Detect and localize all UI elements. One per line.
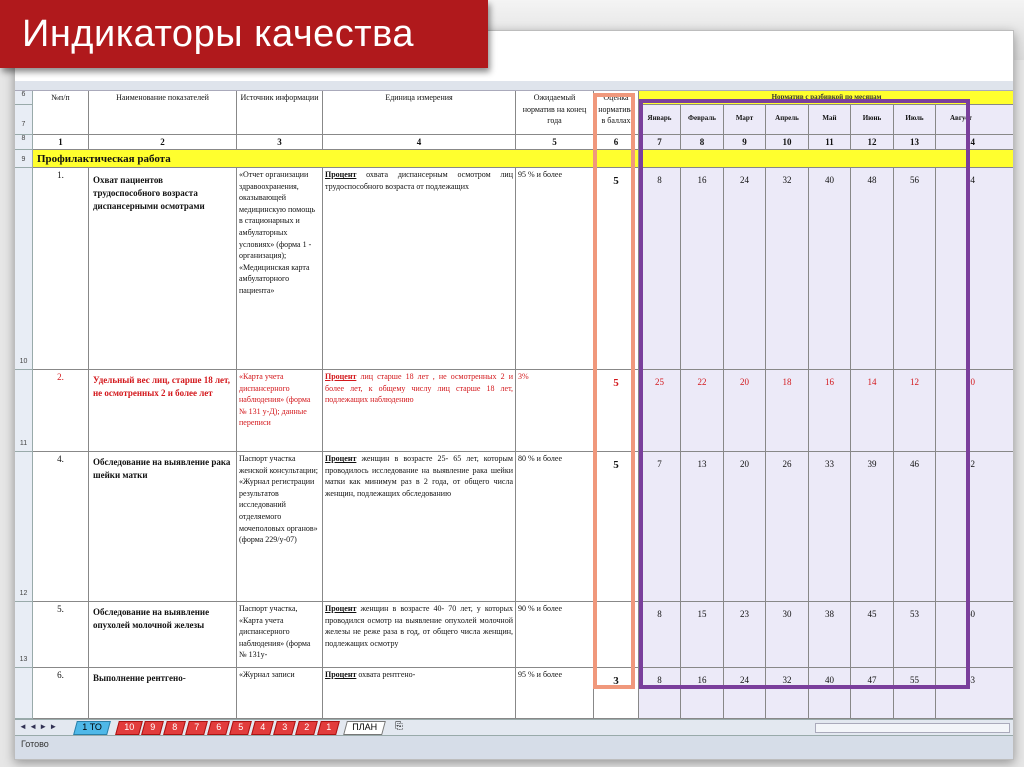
- header-score: Оценка норматива в баллах: [594, 91, 639, 135]
- row3-unit: [323, 452, 516, 602]
- month-jun: Июнь: [851, 105, 894, 135]
- row3-jan: 7: [639, 452, 681, 602]
- row-header-7[interactable]: 7: [15, 105, 33, 135]
- spreadsheet-screenshot: [14, 30, 1014, 760]
- row1-expected: 95 % и более: [516, 168, 594, 370]
- slide-title-banner: [0, 0, 488, 68]
- row1-name: Охват пациентов трудоспособного возраста диспансерными осмотрами: [89, 168, 237, 370]
- row5-name: Выполнение рентгено-: [89, 668, 237, 719]
- tab-10[interactable]: 10: [115, 721, 143, 735]
- row1-num: 1.: [33, 168, 89, 370]
- row1-jan: 8: [639, 168, 681, 370]
- header-name: Наименование показателей: [89, 91, 237, 135]
- row4-num: 5.: [33, 602, 89, 668]
- tab-5[interactable]: 5: [229, 721, 252, 735]
- row2-may: 16: [809, 370, 851, 452]
- colnum-7: 7: [639, 135, 681, 150]
- row3-score: 5: [594, 452, 639, 602]
- colnum-8: 8: [681, 135, 724, 150]
- row4-jul: 53: [894, 602, 936, 668]
- row5-num: 6.: [33, 668, 89, 719]
- row5-unit-keyword: Процент: [325, 670, 357, 679]
- colnum-6: 6: [594, 135, 639, 150]
- row4-unit-keyword: Процент: [325, 604, 357, 613]
- tab-scroll-arrows-icon[interactable]: ◄ ◄ ► ►: [19, 722, 58, 731]
- row4-jun: 45: [851, 602, 894, 668]
- row2-source: «Карта учета диспансерного наблюдения» (форма № 131 у-Д); данные переписи: [237, 370, 323, 452]
- excel-sheet: [15, 31, 1014, 760]
- row2-expected: 3%: [516, 370, 594, 452]
- tab-4[interactable]: 4: [251, 721, 274, 735]
- row3-name: Обследование на выявление рака шейки матки: [89, 452, 237, 602]
- row1-source: «Отчет организации здравоохранения, оказывающей медицинскую помощь в стационарных и амбулаторных условиях» (форма 1 - организация); «Медицинская карта амбулаторного пациента»: [237, 168, 323, 370]
- row4-aug: 60: [936, 602, 1014, 668]
- row-header-14[interactable]: [15, 668, 33, 719]
- row5-unit-text: охвата рентгено-: [356, 670, 416, 679]
- row4-apr: 30: [766, 602, 809, 668]
- colnum-1: 1: [33, 135, 89, 150]
- colnum-10: 10: [766, 135, 809, 150]
- row2-name: Удельный вес лиц, старше 18 лет, не осмотренных 2 и более лет: [89, 370, 237, 452]
- row1-aug: 64: [936, 168, 1014, 370]
- header-num: №п/п: [33, 91, 89, 135]
- colnum-14: 14: [936, 135, 1014, 150]
- row1-feb: 16: [681, 168, 724, 370]
- row3-may: 33: [809, 452, 851, 602]
- row4-name: Обследование на выявление опухолей молочной железы: [89, 602, 237, 668]
- row3-jun: 39: [851, 452, 894, 602]
- horizontal-scrollbar[interactable]: [815, 723, 1010, 733]
- row3-mar: 20: [724, 452, 766, 602]
- insert-sheet-icon[interactable]: ⎘: [395, 721, 403, 732]
- sheet-tabs-bar: [15, 719, 1014, 735]
- row1-unit: [323, 168, 516, 370]
- row3-unit-keyword: Процент: [325, 454, 357, 463]
- row3-jul: 46: [894, 452, 936, 602]
- row3-num: 4.: [33, 452, 89, 602]
- row4-unit-text: женщин в возрасте 40- 70 лет, у которых проводился осмотр на выявление опухолей молочной железы не реже раза в год, от общего числа женщин, подлежащих осмотру: [325, 604, 513, 648]
- row2-feb: 22: [681, 370, 724, 452]
- row5-feb: 16: [681, 668, 724, 719]
- row5-score: 3: [594, 668, 639, 719]
- row4-unit: [323, 602, 516, 668]
- tab-9[interactable]: 9: [141, 721, 164, 735]
- tab-6[interactable]: 6: [207, 721, 230, 735]
- row4-expected: 90 % и более: [516, 602, 594, 668]
- tab-8[interactable]: 8: [163, 721, 186, 735]
- row2-aug: 10: [936, 370, 1014, 452]
- slide-title: Индикаторы качества: [22, 12, 415, 55]
- row1-unit-text: охвата диспансерным осмотром лиц трудоспособного возраста от подлежащих: [325, 170, 513, 191]
- row5-apr: 32: [766, 668, 809, 719]
- row-header-8[interactable]: 8: [15, 135, 33, 150]
- header-unit: Единица измерения: [323, 91, 516, 135]
- row1-jul: 56: [894, 168, 936, 370]
- tab-2[interactable]: 2: [295, 721, 318, 735]
- row-header-12[interactable]: 12: [15, 452, 33, 602]
- month-aug: Август: [936, 105, 1014, 135]
- row5-source: «Журнал записи: [237, 668, 323, 719]
- row3-feb: 13: [681, 452, 724, 602]
- tab-7[interactable]: 7: [185, 721, 208, 735]
- row5-jan: 8: [639, 668, 681, 719]
- month-jan: Январь: [639, 105, 681, 135]
- column-header-strip: [15, 81, 1014, 91]
- row2-unit-text: лиц старше 18 лет , не осмотренных 2 и более лет, к общему числу лиц старше 18 лет, подлежащих наблюдению: [325, 372, 513, 405]
- month-may: Май: [809, 105, 851, 135]
- row2-num: 2.: [33, 370, 89, 452]
- row2-jul: 12: [894, 370, 936, 452]
- row3-apr: 26: [766, 452, 809, 602]
- row4-source: Паспорт участка, «Карта учета диспансерного наблюдения» (форма № 131у-: [237, 602, 323, 668]
- row1-score: 5: [594, 168, 639, 370]
- row-header-10[interactable]: 10: [15, 168, 33, 370]
- row2-mar: 20: [724, 370, 766, 452]
- row1-jun: 48: [851, 168, 894, 370]
- row-header-9[interactable]: 9: [15, 150, 33, 168]
- row2-jun: 14: [851, 370, 894, 452]
- row3-source: Паспорт участка женской консультации; «Журнал регистрации результатов исследований отделяемого мочеполовых органов» (форма 229/у-07): [237, 452, 323, 602]
- tab-1-to[interactable]: 1 ТО: [73, 721, 110, 735]
- row4-mar: 23: [724, 602, 766, 668]
- month-jul: Июль: [894, 105, 936, 135]
- status-text: Готово: [21, 739, 49, 749]
- tab-plan-active[interactable]: ПЛАН: [343, 721, 386, 735]
- row1-apr: 32: [766, 168, 809, 370]
- colnum-13: 13: [894, 135, 936, 150]
- row4-feb: 15: [681, 602, 724, 668]
- row3-aug: 52: [936, 452, 1014, 602]
- month-apr: Апрель: [766, 105, 809, 135]
- colnum-5: 5: [516, 135, 594, 150]
- row1-may: 40: [809, 168, 851, 370]
- row-header-6[interactable]: 6: [15, 91, 33, 105]
- row2-unit: [323, 370, 516, 452]
- month-feb: Февраль: [681, 105, 724, 135]
- row2-jan: 25: [639, 370, 681, 452]
- row5-jul: 55: [894, 668, 936, 719]
- colnum-2: 2: [89, 135, 237, 150]
- tab-3[interactable]: 3: [273, 721, 296, 735]
- row2-apr: 18: [766, 370, 809, 452]
- status-bar: [15, 735, 1014, 760]
- month-mar: Март: [724, 105, 766, 135]
- row1-mar: 24: [724, 168, 766, 370]
- months-columns-highlight: [639, 99, 970, 689]
- row3-unit-text: женщин в возрасте 25- 65 лет, которым проводилось исследование на выявление рака шейки матки как минимум раз в 2 года, от общего числа женщин, подлежащих обследованию: [325, 454, 513, 498]
- row5-may: 40: [809, 668, 851, 719]
- colnum-3: 3: [237, 135, 323, 150]
- section-title: Профилактическая работа: [33, 150, 639, 168]
- colnum-4: 4: [323, 135, 516, 150]
- colnum-12: 12: [851, 135, 894, 150]
- row2-score: 5: [594, 370, 639, 452]
- row5-aug: 63: [936, 668, 1014, 719]
- row5-mar: 24: [724, 668, 766, 719]
- header-expected: Ожидаемый норматив на конец года: [516, 91, 594, 135]
- row5-expected: 95 % и более: [516, 668, 594, 719]
- row4-may: 38: [809, 602, 851, 668]
- row3-expected: 80 % и более: [516, 452, 594, 602]
- colnum-11: 11: [809, 135, 851, 150]
- row-header-11[interactable]: 11: [15, 370, 33, 452]
- colnum-9: 9: [724, 135, 766, 150]
- row5-jun: 47: [851, 668, 894, 719]
- header-source: Источник информации: [237, 91, 323, 135]
- row-header-13[interactable]: 13: [15, 602, 33, 668]
- row2-unit-keyword: Процент: [325, 372, 357, 381]
- row5-unit: [323, 668, 516, 719]
- tab-1[interactable]: 1: [317, 721, 340, 735]
- header-months-band: Норматив с разбивкой по месяцам: [639, 91, 1014, 105]
- score-column-highlight: [593, 93, 635, 689]
- row1-unit-keyword: Процент: [325, 170, 357, 179]
- row4-jan: 8: [639, 602, 681, 668]
